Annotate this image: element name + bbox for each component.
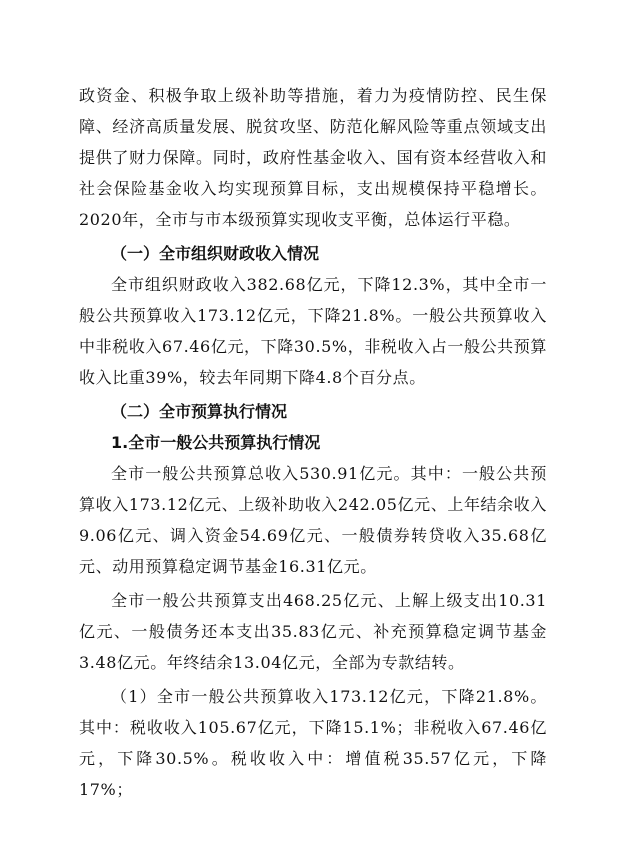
subsection-heading-general-budget: 1.全市一般公共预算执行情况 xyxy=(111,433,321,452)
document-page xyxy=(79,80,547,805)
section-heading-budget-execution: （二）全市预算执行情况 xyxy=(111,402,288,421)
revenue-paragraph: 全市组织财政收入382.68亿元，下降12.3%，其中全市一般公共预算收入173.12亿元，下降21.8%。一般公共预算收入中非税收入67.46亿元，下降30.5%，非税收入占一般公共预算收入比重39%，较去年同期下降4.8个百分点。 xyxy=(79,275,547,387)
general-budget-revenue-paragraph: 全市一般公共预算总收入530.91亿元。其中：一般公共预算收入173.12亿元、上级补助收入242.05亿元、上年结余收入9.06亿元、调入资金54.69亿元、一般债券转贷收入35.68亿元、动用预算稳定调节基金16.31亿元。 xyxy=(79,464,547,576)
general-budget-expenditure-paragraph: 全市一般公共预算支出468.25亿元、上解上级支出10.31亿元、一般债务还本支出35.83亿元、补充预算稳定调节基金3.48亿元。年终结余13.04亿元，全部为专款结转。 xyxy=(79,591,547,672)
intro-paragraph: 政资金、积极争取上级补助等措施，着力为疫情防控、民生保障、经济高质量发展、脱贫攻坚、防范化解风险等重点领域支出提供了财力保障。同时，政府性基金收入、国有资本经营收入和社会保险基金收入均实现预算目标，支出规模保持平稳增长。2020年，全市与市本级预算实现收支平衡，总体运行平稳。 xyxy=(79,86,547,229)
general-budget-detail-paragraph: （1）全市一般公共预算收入173.12亿元，下降21.8%。其中：税收收入105.67亿元，下降15.1%；非税收入67.46亿元，下降30.5%。税收收入中：增值税35.57亿元，下降17%； xyxy=(79,687,547,799)
section-heading-revenue: （一）全市组织财政收入情况 xyxy=(111,244,320,263)
